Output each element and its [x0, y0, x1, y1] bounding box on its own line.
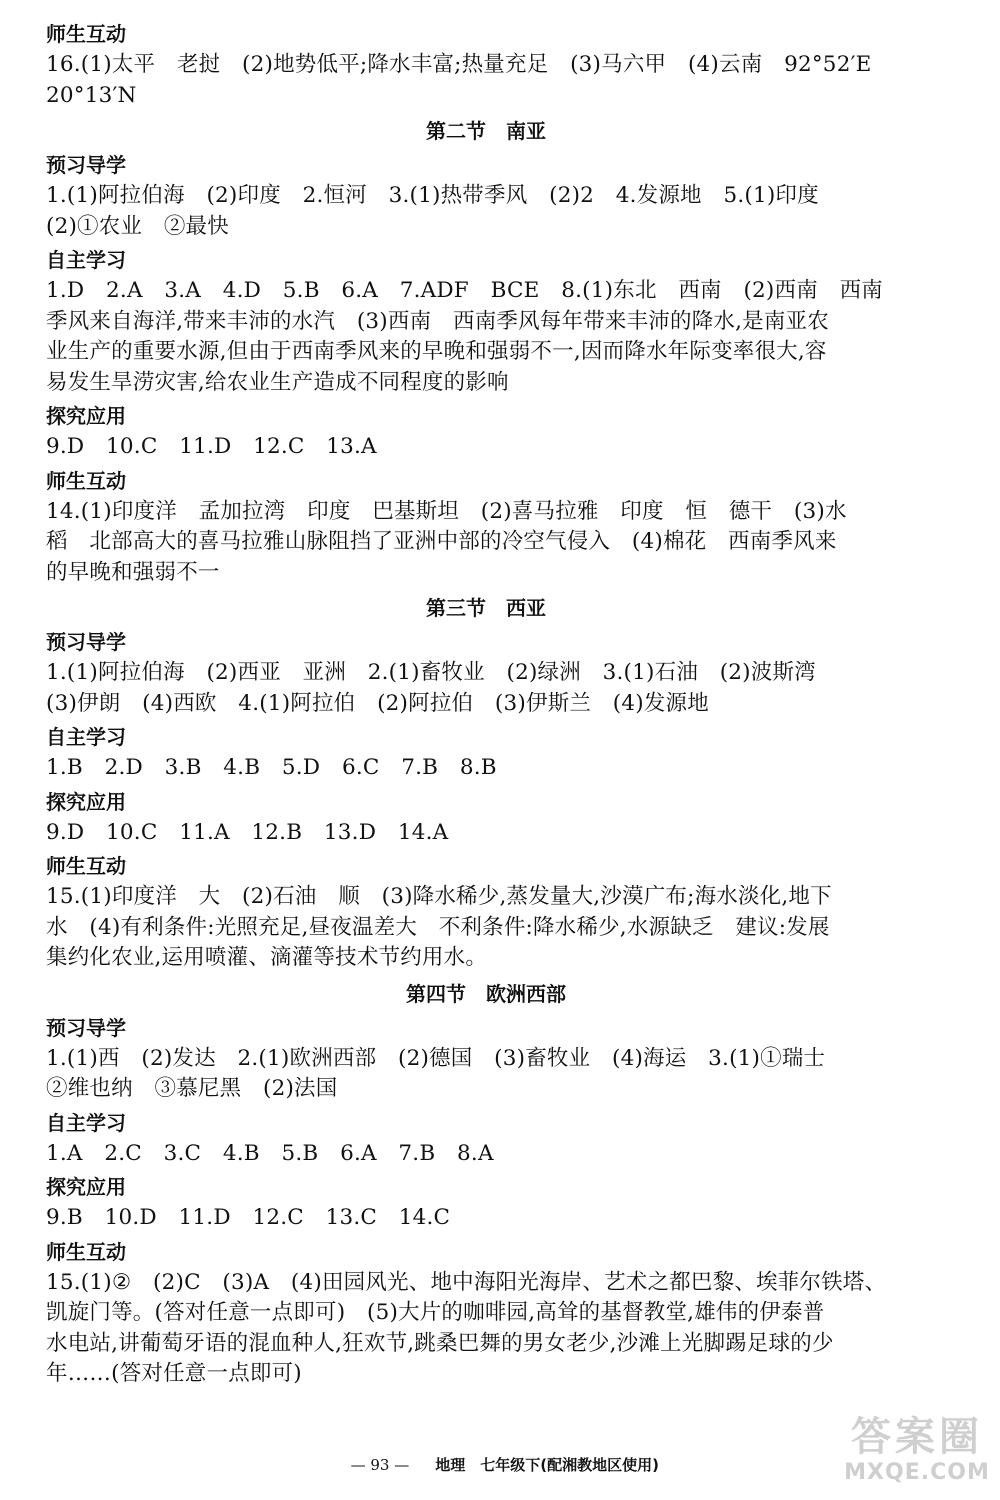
block-heading: 自主学习 — [46, 725, 126, 749]
answer-line: 1.(1)阿拉伯海 (2)印度 2.恒河 3.(1)热带季风 (2)2 4.发源地 5.(1)印度 — [46, 183, 819, 208]
answer-page — [46, 18, 926, 1392]
preview-block — [46, 1012, 926, 1105]
page-number: — 93 — — [350, 1456, 410, 1474]
preview-block — [46, 149, 926, 242]
self-study-block — [46, 721, 926, 784]
answer-line: (2)①农业 ②最快 — [46, 213, 229, 239]
block-heading: 自主学习 — [46, 248, 126, 272]
answer-line: 1.D 2.A 3.A 4.D 5.B 6.A 7.ADF BCE 8.(1)东北 西南 (2)西南 西南 — [46, 278, 883, 303]
self-study-block — [46, 1107, 926, 1170]
answer-line: 易发生旱涝灾害,给农业生产造成不同程度的影响 — [46, 369, 509, 395]
block-heading: 预习导学 — [46, 153, 126, 177]
part1-block — [46, 18, 926, 111]
explore-block — [46, 400, 926, 463]
answer-line: 的早晚和强弱不一 — [46, 559, 220, 585]
explore-block — [46, 786, 926, 849]
answer-line: 20°13′N — [46, 82, 137, 108]
answer-line: 15.(1)② (2)C (3)A (4)田园风光、地中海阳光海岸、艺术之都巴黎、埃菲尔铁塔、 — [46, 1269, 887, 1295]
block-heading: 预习导学 — [46, 630, 126, 654]
interaction-block — [46, 465, 926, 589]
answer-line: 15.(1)印度洋 大 (2)石油 顺 (3)降水稀少,蒸发量大,沙漠广布;海水淡化,地下 — [46, 884, 832, 909]
block-heading: 师生互动 — [46, 854, 126, 878]
answer-line: 1.A 2.C 3.C 4.B 5.B 6.A 7.B 8.A — [46, 1140, 494, 1166]
answer-line: 稻 北部高大的喜马拉雅山脉阻挡了亚洲中部的冷空气侵入 (4)棉花 西南季风来 — [46, 529, 837, 554]
answer-line: ②维也纳 ③慕尼黑 (2)法国 — [46, 1076, 338, 1101]
block-heading: 师生互动 — [46, 1239, 126, 1264]
section-title-south-asia: 第二节 南亚 — [426, 119, 546, 143]
watermark-logo — [842, 1414, 992, 1494]
answer-line: 16.(1)太平 老挝 (2)地势低平;降水丰富;热量充足 (3)马六甲 (4)云南 92°52′E — [46, 52, 872, 77]
interaction-block — [46, 850, 926, 974]
answer-line: 9.D 10.C 11.A 12.B 13.D 14.A — [46, 819, 449, 845]
answer-line: 水 (4)有利条件:光照充足,昼夜温差大 不利条件:降水稀少,水源缺乏 建议:发展 — [46, 914, 830, 940]
block-heading: 探究应用 — [46, 789, 126, 814]
answer-line: 凯旋门等。(答对任意一点即可) (5)大片的咖啡园,高耸的基督教堂,雄伟的伊泰普 — [46, 1300, 825, 1325]
answer-line: 业生产的重要水源,但由于西南季风来的早晚和强弱不一,因而降水年际变率很大,容 — [46, 339, 827, 364]
interaction-block — [46, 1236, 926, 1390]
explore-block — [46, 1171, 926, 1234]
answer-line: 14.(1)印度洋 孟加拉湾 印度 巴基斯坦 (2)喜马拉雅 印度 恒 德干 (3)水 — [46, 498, 847, 524]
answer-line: 1.(1)阿拉伯海 (2)西亚 亚洲 2.(1)畜牧业 (2)绿洲 3.(1)石油 (2)波斯湾 — [46, 660, 816, 685]
answer-line: 年……(答对任意一点即可) — [46, 1361, 302, 1386]
answer-line: 1.(1)西 (2)发达 2.(1)欧洲西部 (2)德国 (3)畜牧业 (4)海运 3.(1)①瑞士 — [46, 1045, 826, 1071]
section-title-west-asia: 第三节 西亚 — [426, 596, 546, 620]
block-heading: 预习导学 — [46, 1015, 126, 1040]
part1-heading: 师生互动 — [46, 22, 126, 46]
answer-line: 集约化农业,运用喷灌、滴灌等技术节约用水。 — [46, 945, 488, 970]
answer-line: 9.B 10.D 11.D 12.C 13.C 14.C — [46, 1205, 451, 1230]
block-heading: 探究应用 — [46, 1175, 126, 1199]
section-title-western-europe: 第四节 欧洲西部 — [406, 981, 566, 1006]
answer-line: 水电站,讲葡萄牙语的混血种人,狂欢节,跳桑巴舞的男女老少,沙滩上光脚踢足球的少 — [46, 1330, 834, 1356]
answer-line: (3)伊朗 (4)西欧 4.(1)阿拉伯 (2)阿拉伯 (3)伊斯兰 (4)发源地 — [46, 690, 709, 716]
answer-line: 1.B 2.D 3.B 4.B 5.D 6.C 7.B 8.B — [46, 755, 497, 780]
book-title: 地理 七年级下(配湘教地区使用) — [435, 1456, 659, 1474]
preview-block — [46, 626, 926, 719]
answer-line: 季风来自海洋,带来丰沛的水汽 (3)西南 西南季风每年带来丰沛的降水,是南亚农 — [46, 308, 829, 334]
block-heading: 自主学习 — [46, 1110, 126, 1135]
answer-line: 9.D 10.C 11.D 12.C 13.A — [46, 434, 377, 459]
block-heading: 探究应用 — [46, 404, 126, 428]
block-heading: 师生互动 — [46, 468, 126, 493]
watermark-text: 答案圈 — [851, 1414, 983, 1460]
self-study-block — [46, 244, 926, 398]
watermark-url: MXQE.COM — [844, 1460, 990, 1485]
